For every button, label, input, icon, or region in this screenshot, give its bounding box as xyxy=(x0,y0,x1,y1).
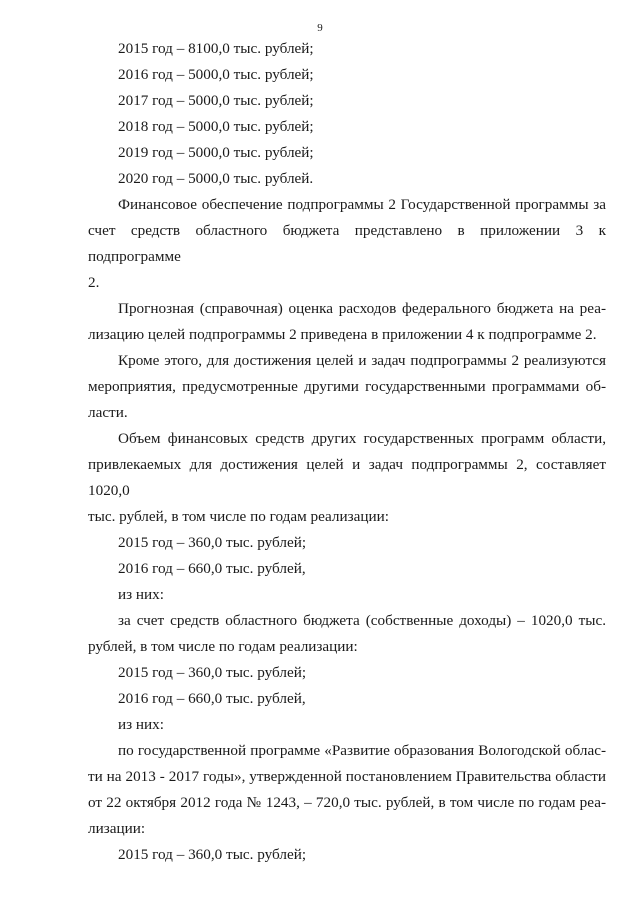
year-line: 2017 год – 5000,0 тыс. рублей; xyxy=(118,92,314,109)
paragraph-line: Прогнозная (справочная) оценка расходов федерального бюджета на реа- xyxy=(118,300,606,317)
year-list-regional-budget xyxy=(88,660,606,712)
year-line: 2016 год – 660,0 тыс. рублей, xyxy=(118,690,306,707)
year-line: 2018 год – 5000,0 тыс. рублей; xyxy=(118,118,314,135)
year-line: 2015 год – 360,0 тыс. рублей; xyxy=(118,664,307,681)
paragraph-other-programs xyxy=(88,348,606,426)
paragraph-line: Финансовое обеспечение подпрограммы 2 Государственной программы за xyxy=(118,196,606,213)
paragraph-line: мероприятия, предусмотренные другими государственными программами об- xyxy=(88,378,606,395)
year-line: 2015 год – 8100,0 тыс. рублей; xyxy=(118,40,314,57)
of-which-label: из них: xyxy=(118,586,164,603)
paragraph-line: Кроме этого, для достижения целей и задач подпрограммы 2 реализуются xyxy=(118,352,606,369)
paragraph-line: лизации: xyxy=(88,820,146,837)
paragraph-line: 2. xyxy=(88,274,100,291)
year-line: 2015 год – 360,0 тыс. рублей; xyxy=(118,846,307,863)
paragraph-line: за счет средств областного бюджета (собственные доходы) – 1020,0 тыс. xyxy=(118,612,606,629)
paragraph-regional-budget xyxy=(88,608,606,660)
paragraph-line: счет средств областного бюджета представлено в приложении 3 к подпрограмме xyxy=(88,222,606,265)
year-line: 2020 год – 5000,0 тыс. рублей. xyxy=(118,170,314,187)
paragraph-financing xyxy=(88,192,606,296)
paragraph-federal-estimate xyxy=(88,296,606,348)
year-line: 2015 год – 360,0 тыс. рублей; xyxy=(118,534,307,551)
year-list-subprogram-2 xyxy=(88,36,606,192)
paragraph-line: ласти. xyxy=(88,404,128,421)
paragraph-line: по государственной программе «Развитие образования Вологодской облас- xyxy=(118,742,606,759)
year-line: 2016 год – 5000,0 тыс. рублей; xyxy=(118,66,314,83)
paragraph-line: привлекаемых для достижения целей и задач подпрограммы 2, составляет 1020,0 xyxy=(88,456,606,499)
paragraph-line: Объем финансовых средств других государственных программ области, xyxy=(118,430,606,447)
paragraph-line: рублей, в том числе по годам реализации: xyxy=(88,638,358,655)
year-list-education-program xyxy=(88,842,606,868)
paragraph-line: ти на 2013 - 2017 годы», утвержденной постановлением Правительства области xyxy=(88,768,606,785)
year-line: 2016 год – 660,0 тыс. рублей, xyxy=(118,560,306,577)
document-body xyxy=(88,36,606,868)
year-list-other-programs xyxy=(88,530,606,582)
paragraph-education-program xyxy=(88,738,606,842)
paragraph-line: от 22 октября 2012 года № 1243, – 720,0 тыс. рублей, в том числе по годам реа- xyxy=(88,794,606,811)
page-number: 9 xyxy=(317,22,323,34)
paragraph-line: лизацию целей подпрограммы 2 приведена в приложении 4 к подпрограмме 2. xyxy=(88,326,597,343)
paragraph-line: тыс. рублей, в том числе по годам реализации: xyxy=(88,508,389,525)
year-line: 2019 год – 5000,0 тыс. рублей; xyxy=(118,144,314,161)
of-which-label: из них: xyxy=(118,716,164,733)
paragraph-volume xyxy=(88,426,606,530)
